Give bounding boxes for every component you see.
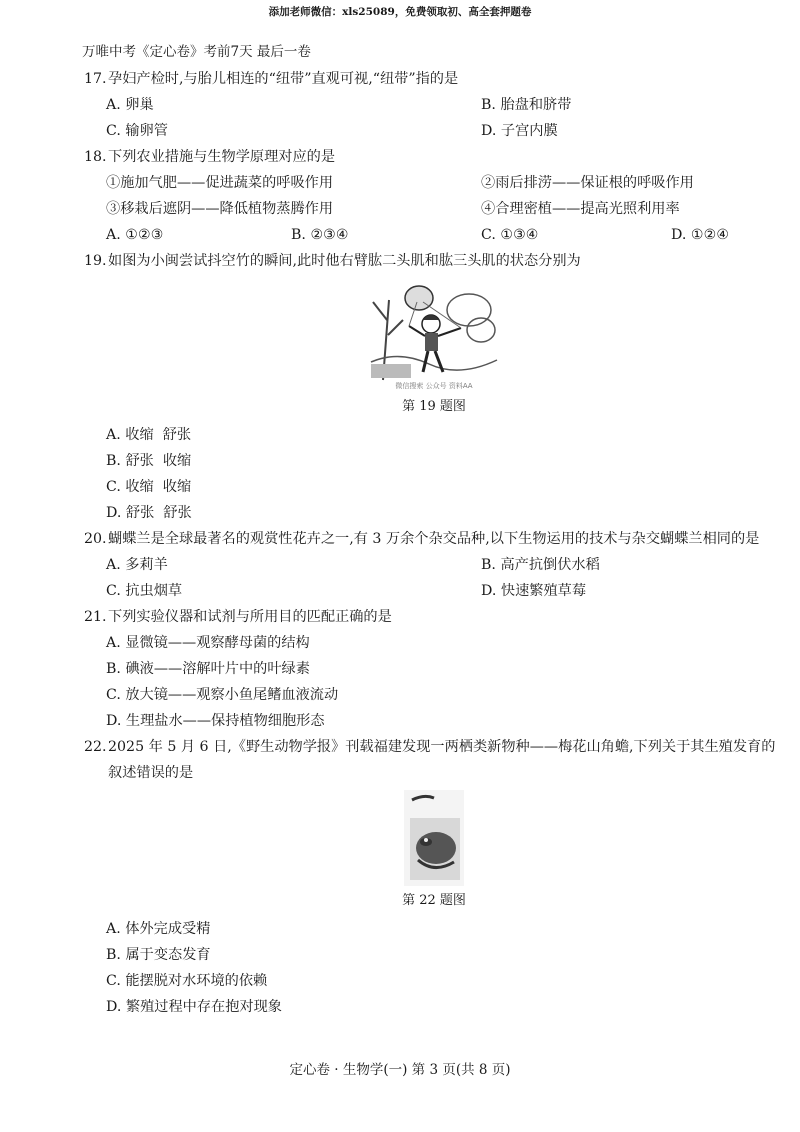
option-c[interactable]: C. 抗虫烟草 bbox=[106, 583, 183, 599]
statement-2: ②雨后排涝——保证根的呼吸作用 bbox=[481, 175, 694, 191]
option-b[interactable]: B. 属于变态发育 bbox=[106, 947, 211, 963]
question-stem: 如图为小闽尝试抖空竹的瞬间,此时他右臂肱二头肌和肱三头肌的状态分别为 bbox=[108, 253, 581, 269]
paper-header: 万唯中考《定心卷》考前7天 最后一卷 bbox=[82, 44, 311, 60]
question-stem: 蝴蝶兰是全球最著名的观赏性花卉之一,有 3 万余个杂交品种,以下生物运用的技术与杂交蝴蝶兰相同的是 bbox=[108, 531, 760, 547]
option-b[interactable]: B. 高产抗倒伏水稻 bbox=[481, 557, 600, 573]
option-a[interactable]: A. 体外完成受精 bbox=[106, 921, 211, 937]
diabolo-illustration bbox=[369, 280, 499, 392]
figure-19 bbox=[84, 274, 784, 396]
figure-caption: 第 19 题图 bbox=[402, 399, 466, 414]
statement-3: ③移栽后遮阴——降低植物蒸腾作用 bbox=[106, 201, 334, 217]
page-footer: 定心卷 · 生物学(一) 第 3 页(共 8 页) bbox=[289, 1062, 511, 1078]
figure-22 bbox=[84, 786, 784, 890]
option-d[interactable]: D. 快速繁殖草莓 bbox=[481, 583, 587, 599]
option-c[interactable]: C. 能摆脱对水环境的依赖 bbox=[106, 973, 268, 989]
option-d[interactable]: D. 舒张 舒张 bbox=[106, 505, 192, 521]
question-number: 20. bbox=[84, 531, 107, 547]
question-number: 18. bbox=[84, 149, 107, 165]
banner-text: 添加老师微信：xls25089，免费领取初、高全套押题卷 bbox=[268, 6, 532, 18]
figure-watermark: 微信搜索 公众号 资料AA bbox=[395, 382, 473, 390]
option-a[interactable]: A. ①②③ bbox=[106, 227, 164, 243]
question-21 bbox=[84, 604, 784, 734]
question-18 bbox=[84, 144, 784, 248]
option-c[interactable]: C. 放大镜——观察小鱼尾鳍血液流动 bbox=[106, 687, 339, 703]
option-d[interactable]: D. 子宫内膜 bbox=[481, 123, 558, 139]
question-22 bbox=[84, 734, 784, 1020]
option-d[interactable]: D. ①②④ bbox=[671, 227, 730, 243]
question-19 bbox=[84, 248, 784, 526]
figure-caption: 第 22 题图 bbox=[402, 893, 466, 908]
option-b[interactable]: B. 碘液——溶解叶片中的叶绿素 bbox=[106, 661, 310, 677]
option-d[interactable]: D. 生理盐水——保持植物细胞形态 bbox=[106, 713, 325, 729]
option-b[interactable]: B. 胎盘和脐带 bbox=[481, 97, 572, 113]
question-number: 19. bbox=[84, 253, 107, 269]
statement-1: ①施加气肥——促进蔬菜的呼吸作用 bbox=[106, 175, 334, 191]
option-a[interactable]: A. 卵巢 bbox=[106, 97, 154, 113]
question-stem: 下列农业措施与生物学原理对应的是 bbox=[108, 149, 336, 165]
question-17 bbox=[84, 66, 784, 144]
option-b[interactable]: B. 舒张 收缩 bbox=[106, 453, 192, 469]
option-d[interactable]: D. 繁殖过程中存在抱对现象 bbox=[106, 999, 282, 1015]
question-stem: 孕妇产检时,与胎儿相连的“纽带”直观可视,“纽带”指的是 bbox=[108, 71, 459, 87]
question-stem: 2025 年 5 月 6 日,《野生动物学报》刊载福建发现一两栖类新物种——梅花山角蟾,下列关于其生殖发育的叙述错误的是 bbox=[108, 739, 776, 781]
option-b[interactable]: B. ②③④ bbox=[291, 227, 349, 243]
question-number: 21. bbox=[84, 609, 107, 625]
statement-4: ④合理密植——提高光照利用率 bbox=[481, 201, 680, 217]
option-a[interactable]: A. 多莉羊 bbox=[106, 557, 168, 573]
option-c[interactable]: C. ①③④ bbox=[481, 227, 539, 243]
option-c[interactable]: C. 收缩 收缩 bbox=[106, 479, 192, 495]
question-number: 22. bbox=[84, 739, 107, 755]
option-a[interactable]: A. 收缩 舒张 bbox=[106, 427, 192, 443]
question-20 bbox=[84, 526, 784, 604]
question-number: 17. bbox=[84, 71, 107, 87]
option-a[interactable]: A. 显微镜——观察酵母菌的结构 bbox=[106, 635, 310, 651]
question-list bbox=[84, 66, 784, 1020]
option-c[interactable]: C. 输卵管 bbox=[106, 123, 168, 139]
question-stem: 下列实验仪器和试剂与所用目的匹配正确的是 bbox=[108, 609, 392, 625]
toad-photo bbox=[404, 790, 464, 886]
